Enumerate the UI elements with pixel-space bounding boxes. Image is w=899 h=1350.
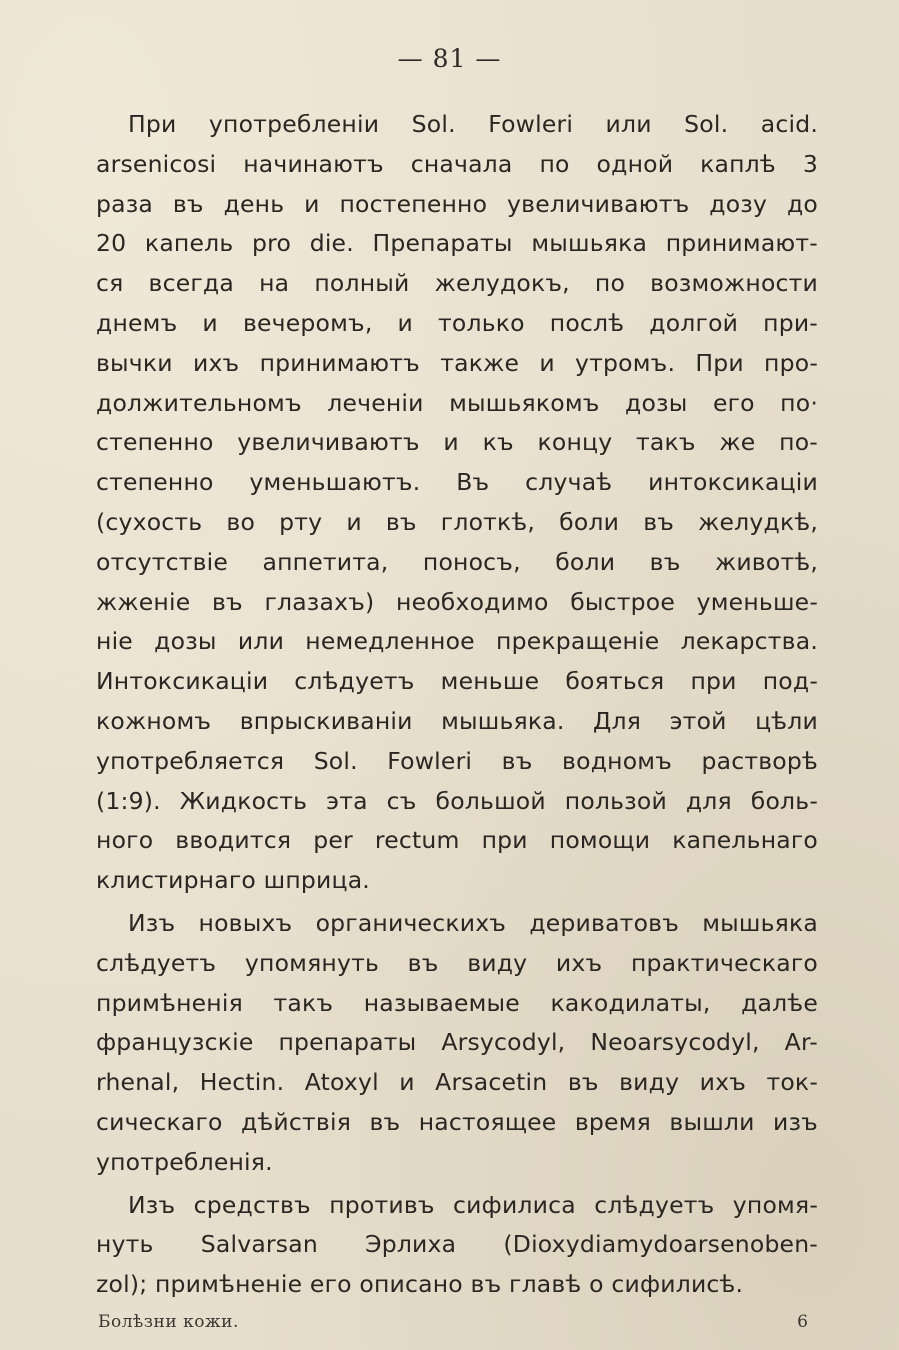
text-line: (сухость во рту и въ глоткѣ, боли въ желудкѣ, — [96, 507, 818, 536]
text-line: слѣдуетъ упомянуть въ виду ихъ практическаго — [96, 948, 818, 977]
text-line: употребляется Sol. Fowleri въ водномъ растворѣ — [96, 746, 818, 775]
text-line: zol); примѣненіе его описано въ главѣ о сифилисѣ. — [96, 1270, 744, 1299]
text-line: клистирнаго шприца. — [96, 866, 370, 895]
text-line: arsenicosi начинаютъ сначала по одной каплѣ 3 — [96, 149, 818, 178]
text-line: ся всегда на полный желудокъ, по возможности — [96, 269, 818, 298]
page-footer — [98, 1312, 808, 1340]
text-line: 20 капель pro die. Препараты мышьяка принимают- — [96, 229, 818, 258]
text-line: днемъ и вечеромъ, и только послѣ долгой при- — [96, 308, 818, 337]
running-footer-title: Болѣзни кожи. — [98, 1312, 239, 1332]
text-line: раза въ день и постепенно увеличиваютъ дозу до — [96, 189, 818, 218]
text-line: жженіе въ глазахъ) необходимо быстрое уменьше- — [96, 587, 818, 616]
text-line: Изъ средствъ противъ сифилиса слѣдуетъ упомя- — [128, 1190, 818, 1219]
paragraph-organic-derivatives — [96, 904, 818, 1183]
text-line: нуть Salvarsan Эрлиха (Dioxydiamydoarsenoben- — [96, 1230, 818, 1259]
text-line: (1:9). Жидкость эта съ большой пользой для боль- — [96, 786, 818, 815]
text-line: При употребленіи Sol. Fowleri или Sol. acid. — [128, 110, 818, 138]
text-line: rhenal, Hectin. Atoxyl и Arsacetin въ виду ихъ ток- — [96, 1068, 818, 1097]
text-line: вычки ихъ принимаютъ также и утромъ. При про- — [96, 348, 818, 377]
text-line: степенно уменьшаютъ. Въ случаѣ интоксикаціи — [96, 468, 818, 497]
text-line: ніе дозы или немедленное прекращеніе лекарства. — [96, 627, 818, 656]
text-line: кожномъ впрыскиваніи мышьяка. Для этой цѣли — [96, 706, 818, 735]
text-line: Интоксикаціи слѣдуетъ меньше бояться при под- — [96, 667, 818, 696]
text-line: ного вводится per rectum при помощи капельнаго — [96, 826, 818, 855]
paragraph-salvarsan — [96, 1186, 818, 1305]
text-line: французскіе препараты Arsycodyl, Neoarsycodyl, Ar- — [96, 1028, 818, 1057]
text-line: сическаго дѣйствія въ настоящее время вышли изъ — [96, 1107, 818, 1136]
signature-mark: 6 — [797, 1312, 808, 1332]
text-line: отсутствіе аппетита, поносъ, боли въ животѣ, — [96, 547, 818, 576]
page-number: — 81 — — [397, 44, 502, 73]
body-text — [96, 105, 818, 1305]
text-line: употребленія. — [96, 1147, 273, 1176]
paragraph-arsenic-dosage — [96, 105, 818, 901]
text-line: степенно увеличиваютъ и къ концу такъ же по- — [96, 428, 818, 457]
text-line: Изъ новыхъ органическихъ дериватовъ мышьяка — [128, 908, 818, 937]
text-line: примѣненія такъ называемые какодилаты, далѣе — [96, 988, 818, 1017]
text-line: должительномъ леченіи мышьякомъ дозы его по· — [96, 388, 818, 417]
